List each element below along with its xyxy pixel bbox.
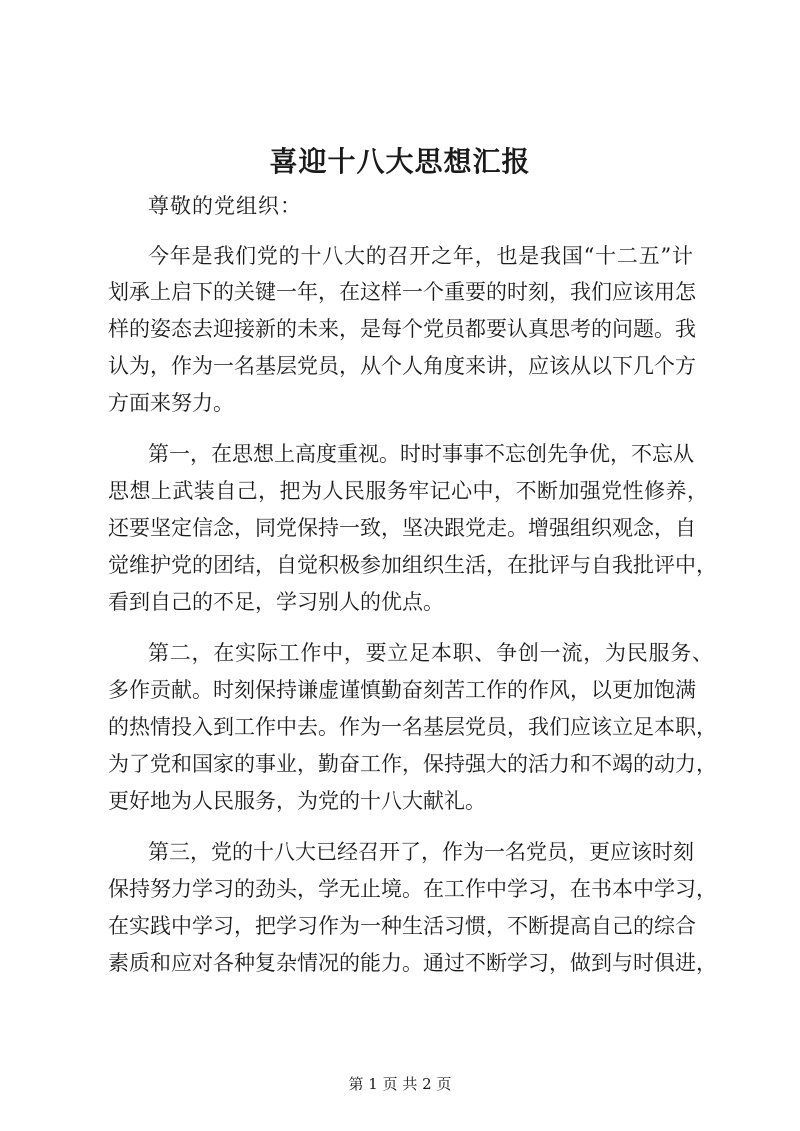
paragraph-line: 的热情投入到工作中去。作为一名基层党员，我们应该立足本职， <box>108 715 717 739</box>
paragraph-line: 划承上启下的关键一年，在这样一个重要的时刻，我们应该用怎 <box>108 280 696 304</box>
paragraph-line: 还要坚定信念，同党保持一致，坚决跟党走。增强组织观念，自 <box>108 516 696 540</box>
page-footer: 第 1 页 共 2 页 <box>348 1075 452 1093</box>
paragraph-line: 觉维护党的团结，自觉积极参加组织生活，在批评与自我批评中， <box>108 553 717 577</box>
paragraph-line: 更好地为人民服务，为党的十八大献礼。 <box>108 789 486 813</box>
paragraph-line: 第一，在思想上高度重视。时时事事不忘创先争优，不忘从 <box>148 442 694 466</box>
paragraph-line: 方面来努力。 <box>108 391 234 415</box>
paragraph-line: 看到自己的不足，学习别人的优点。 <box>108 590 444 614</box>
paragraph-line: 保持努力学习的劲头，学无止境。在工作中学习，在书本中学习， <box>108 877 717 901</box>
paragraph-line: 思想上武装自己，把为人民服务牢记心中，不断加强党性修养， <box>108 479 708 503</box>
paragraph-line: 样的姿态去迎接新的未来，是每个党员都要认真思考的问题。我 <box>108 317 696 341</box>
paragraph-line: 为了党和国家的事业，勤奋工作，保持强大的活力和不竭的动力， <box>108 752 717 776</box>
paragraph-line: 第二，在实际工作中，要立足本职、争创一流，为民服务、 <box>148 641 713 665</box>
salutation: 尊敬的党组织： <box>148 194 302 218</box>
paragraph-line: 多作贡献。时刻保持谦虚谨慎勤奋刻苦工作的作风，以更加饱满 <box>108 678 696 702</box>
paragraph-line: 今年是我们党的十八大的召开之年，也是我国“十二五”计 <box>148 244 693 268</box>
paragraph-line: 认为，作为一名基层党员，从个人角度来讲，应该从以下几个方 <box>108 354 696 378</box>
document-title: 喜迎十八大思想汇报 <box>269 145 531 178</box>
paragraph-line: 素质和应对各种复杂情况的能力。通过不断学习，做到与时俱进， <box>108 951 717 975</box>
paragraph-line: 在实践中学习，把学习作为一种生活习惯，不断提高自己的综合 <box>108 914 696 938</box>
paragraph-line: 第三，党的十八大已经召开了，作为一名党员，更应该时刻 <box>148 840 694 864</box>
